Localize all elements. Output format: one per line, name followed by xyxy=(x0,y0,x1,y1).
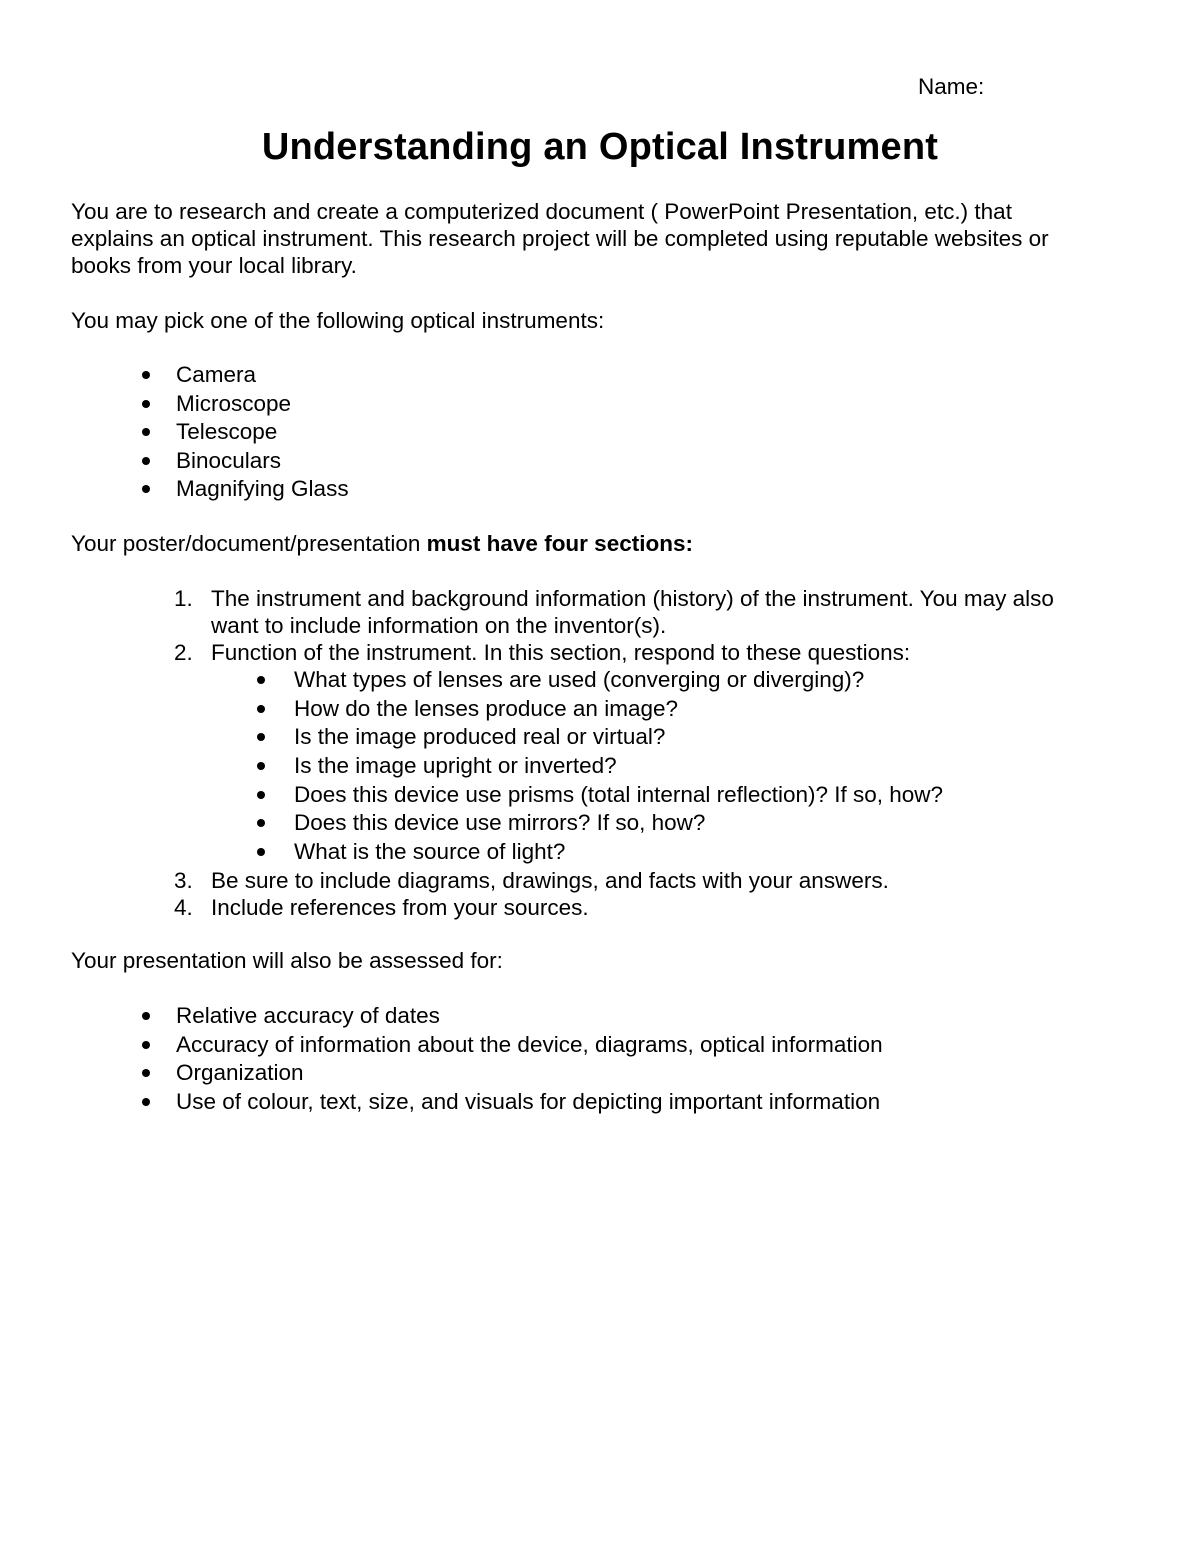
bullet-icon xyxy=(142,485,150,493)
question-item xyxy=(253,752,1120,781)
section-text: The instrument and background information (history) of the instrument. You may also xyxy=(211,586,1054,611)
question-item xyxy=(253,666,1120,695)
list-item xyxy=(140,418,349,447)
section-number: 2. xyxy=(174,640,193,665)
assessment-list xyxy=(140,1002,883,1116)
bullet-icon xyxy=(257,791,265,799)
bullet-icon xyxy=(142,428,150,436)
question-text: Is the image upright or inverted? xyxy=(294,753,617,779)
intro-paragraph xyxy=(71,198,1131,279)
instrument-name: Telescope xyxy=(176,419,278,445)
assessment-criterion: Organization xyxy=(176,1060,304,1086)
bullet-icon xyxy=(142,371,150,379)
bullet-icon xyxy=(142,1069,150,1077)
sections-label-suffix: : xyxy=(685,531,693,556)
instrument-name: Microscope xyxy=(176,390,292,416)
sections-list xyxy=(170,585,1120,921)
question-text: Is the image produced real or virtual? xyxy=(294,724,666,750)
instrument-choice-label: You may pick one of the following optical instruments: xyxy=(71,308,605,333)
assessment-criterion: Use of colour, text, size, and visuals for depicting important information xyxy=(176,1088,881,1114)
bullet-icon xyxy=(257,762,265,770)
intro-line: You are to research and create a computerized document ( PowerPoint Presentation, etc.) that xyxy=(71,199,1012,224)
bullet-icon xyxy=(142,1012,150,1020)
intro-line: books from your local library. xyxy=(71,253,357,278)
section-item xyxy=(170,639,1120,867)
question-item xyxy=(253,695,1120,724)
section-text: Include references from your sources. xyxy=(211,894,589,920)
question-text: Does this device use prisms (total internal reflection)? If so, how? xyxy=(294,781,944,807)
section-item xyxy=(170,894,1120,921)
bullet-icon xyxy=(257,705,265,713)
bullet-icon xyxy=(142,400,150,408)
sections-label-bold: must have four sections xyxy=(426,531,686,556)
question-text: What types of lenses are used (converging or diverging)? xyxy=(294,667,865,692)
section-number: 1. xyxy=(174,586,193,611)
page-title: Understanding an Optical Instrument xyxy=(261,126,939,168)
section-number: 3. xyxy=(174,867,193,893)
question-text: Does this device use mirrors? If so, how? xyxy=(294,810,706,836)
question-text: How do the lenses produce an image? xyxy=(294,695,678,721)
instrument-name: Camera xyxy=(176,362,257,387)
section-text: Be sure to include diagrams, drawings, and facts with your answers. xyxy=(211,867,889,893)
bullet-icon xyxy=(142,1041,150,1049)
section-item xyxy=(170,585,1120,639)
question-item xyxy=(253,809,1120,838)
list-item xyxy=(140,1031,883,1060)
bullet-icon xyxy=(257,848,265,856)
sections-label xyxy=(71,530,693,557)
bullet-icon xyxy=(142,1098,150,1106)
section-text: Function of the instrument. In this section, respond to these questions: xyxy=(211,640,911,665)
name-label: Name: xyxy=(918,74,985,99)
question-item xyxy=(253,781,1120,810)
list-item xyxy=(140,1059,883,1088)
question-list xyxy=(211,666,1120,867)
list-item xyxy=(140,447,349,476)
list-item xyxy=(140,1002,883,1031)
instrument-name: Magnifying Glass xyxy=(176,476,349,502)
question-item xyxy=(253,723,1120,752)
question-item xyxy=(253,838,1120,867)
bullet-icon xyxy=(142,457,150,465)
instrument-list xyxy=(140,361,349,504)
list-item xyxy=(140,1088,883,1117)
instrument-name: Binoculars xyxy=(176,447,282,473)
bullet-icon xyxy=(257,819,265,827)
assessment-criterion: Relative accuracy of dates xyxy=(176,1003,440,1028)
sections-label-prefix: Your poster/document/presentation xyxy=(71,531,427,556)
assessment-criterion: Accuracy of information about the device, diagrams, optical information xyxy=(176,1031,883,1057)
bullet-icon xyxy=(257,733,265,741)
list-item xyxy=(140,475,349,504)
section-text: want to include information on the inventor(s). xyxy=(211,613,667,638)
bullet-icon xyxy=(257,676,265,684)
list-item xyxy=(140,390,349,419)
question-text: What is the source of light? xyxy=(294,839,566,865)
intro-line: explains an optical instrument. This research project will be completed using reputable websites or xyxy=(71,226,1049,251)
section-number: 4. xyxy=(174,894,193,920)
section-item xyxy=(170,867,1120,894)
list-item xyxy=(140,361,349,390)
assessment-label: Your presentation will also be assessed for: xyxy=(71,948,503,973)
